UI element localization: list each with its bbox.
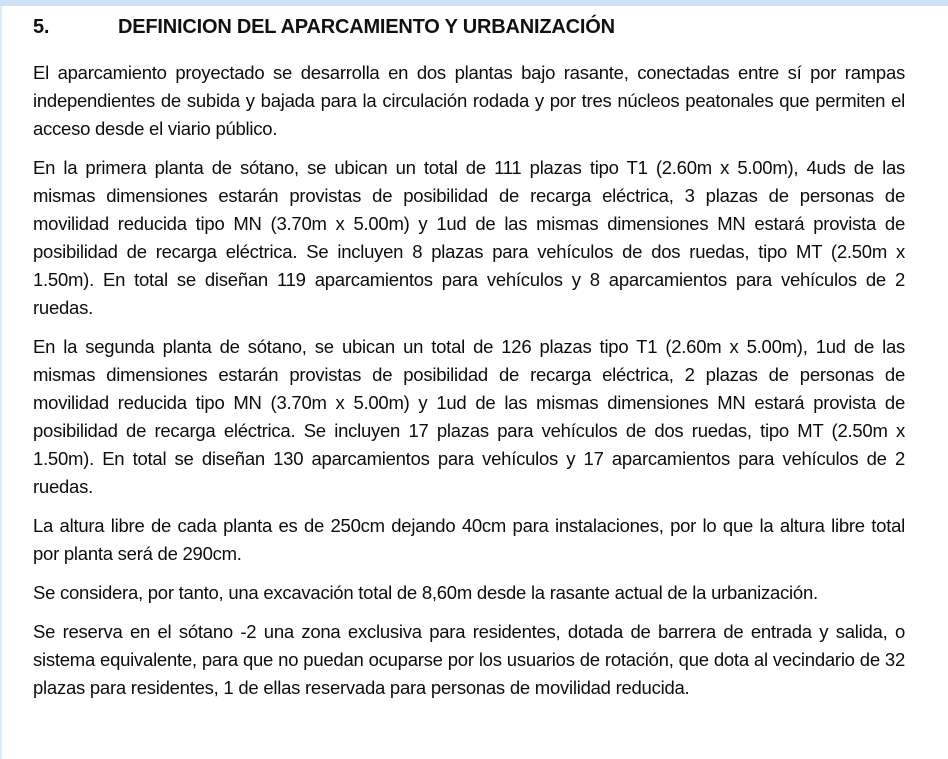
document-page xyxy=(33,6,905,713)
section-body xyxy=(33,59,905,702)
paragraph-second-basement: En la segunda planta de sótano, se ubican un total de 126 plazas tipo T1 (2.60m x 5.00m), 1ud de las mismas dimensiones estarán provistas de posibilidad de recarga eléctrica, 2 plazas de personas de movilidad reducida tipo MN (3.70m x 5.00m) y 1ud de las mismas dimensiones MN estará provista de posibilidad de recarga eléctrica. Se incluyen 17 plazas para vehículos de dos ruedas, tipo MT (2.50m x 1.50m). En total se diseñan 130 aparcamientos para vehículos y 17 aparcamientos para vehículos de 2 ruedas. xyxy=(33,336,905,497)
paragraph-excavation: Se considera, por tanto, una excavación total de 8,60m desde la rasante actual de la urbanización. xyxy=(33,582,818,603)
paragraph-residents-zone: Se reserva en el sótano -2 una zona exclusiva para residentes, dotada de barrera de entrada y salida, o sistema equivalente, para que no puedan ocuparse por los usuarios de rotación, que dota al vecindario de 32 plazas para residentes, 1 de ellas reservada para personas de movilidad reducida. xyxy=(33,621,905,698)
section-title: DEFINICION DEL APARCAMIENTO Y URBANIZACIÓN xyxy=(118,16,615,38)
page-left-edge-line xyxy=(0,6,2,759)
section-heading xyxy=(33,13,905,41)
paragraph-overview: El aparcamiento proyectado se desarrolla en dos plantas bajo rasante, conectadas entre sí por rampas independientes de subida y bajada para la circulación rodada y por tres núcleos peatonales que permiten el acceso desde el viario público. xyxy=(33,62,905,139)
paragraph-first-basement: En la primera planta de sótano, se ubican un total de 111 plazas tipo T1 (2.60m x 5.00m), 4uds de las mismas dimensiones estarán provistas de posibilidad de recarga eléctrica, 3 plazas de personas de movilidad reducida tipo MN (3.70m x 5.00m) y 1ud de las mismas dimensiones MN estará provista de posibilidad de recarga eléctrica. Se incluyen 8 plazas para vehículos de dos ruedas, tipo MT (2.50m x 1.50m). En total se diseñan 119 aparcamientos para vehículos y 8 aparcamientos para vehículos de 2 ruedas. xyxy=(33,157,905,318)
section-number: 5. xyxy=(33,16,50,38)
paragraph-clear-height: La altura libre de cada planta es de 250cm dejando 40cm para instalaciones, por lo que la altura libre total por planta será de 290cm. xyxy=(33,515,905,564)
